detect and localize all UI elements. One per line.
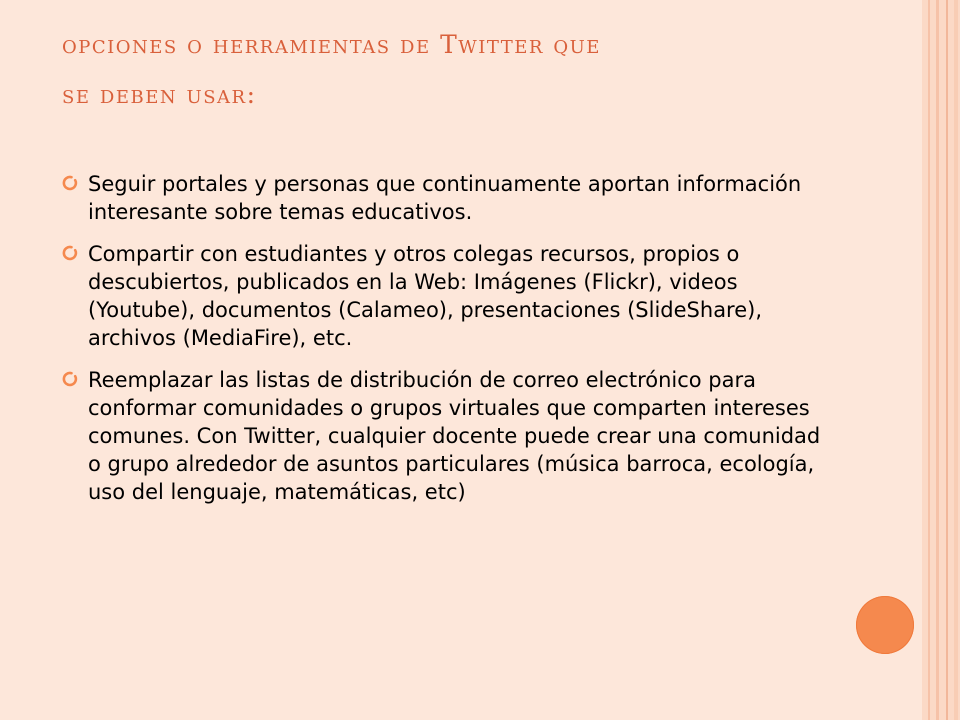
- title-line-1: opciones o herramientas de Twitter que: [62, 30, 601, 59]
- bullet-list: [62, 170, 822, 520]
- stripe: [946, 0, 948, 720]
- orange-circle-icon: [856, 596, 914, 654]
- title-line-2: se deben usar:: [62, 80, 257, 109]
- bullet-text: Reemplazar las listas de distribución de correo electrónico para conformar comunidades o grupos virtuales que comparten intereses comunes. Con Twitter, cualquier docente puede crear una comunidad o grupo alrededor de asuntos particulares (música barroca, ecología, uso del lenguaje, matemáticas, etc): [88, 368, 821, 504]
- stripe: [954, 0, 958, 720]
- bullet-text: Seguir portales y personas que continuamente aportan información interesante sobre temas educativos.: [88, 172, 802, 224]
- open-ring-bullet-icon: [62, 175, 78, 191]
- bullet-item: [62, 170, 822, 226]
- slide-title: [62, 20, 862, 120]
- stripe: [928, 0, 930, 720]
- open-ring-bullet-icon: [62, 245, 78, 261]
- stripe: [936, 0, 939, 720]
- bullet-item: [62, 240, 822, 352]
- bullet-item: [62, 366, 822, 506]
- right-decorative-stripes: [922, 0, 960, 720]
- bullet-text: Compartir con estudiantes y otros colegas recursos, propios o descubiertos, publicados en la Web: Imágenes (Flickr), videos (Youtube), documentos (Calameo), presentaciones (SlideShare), archivos (MediaFire), etc.: [88, 242, 763, 350]
- open-ring-bullet-icon: [62, 371, 78, 387]
